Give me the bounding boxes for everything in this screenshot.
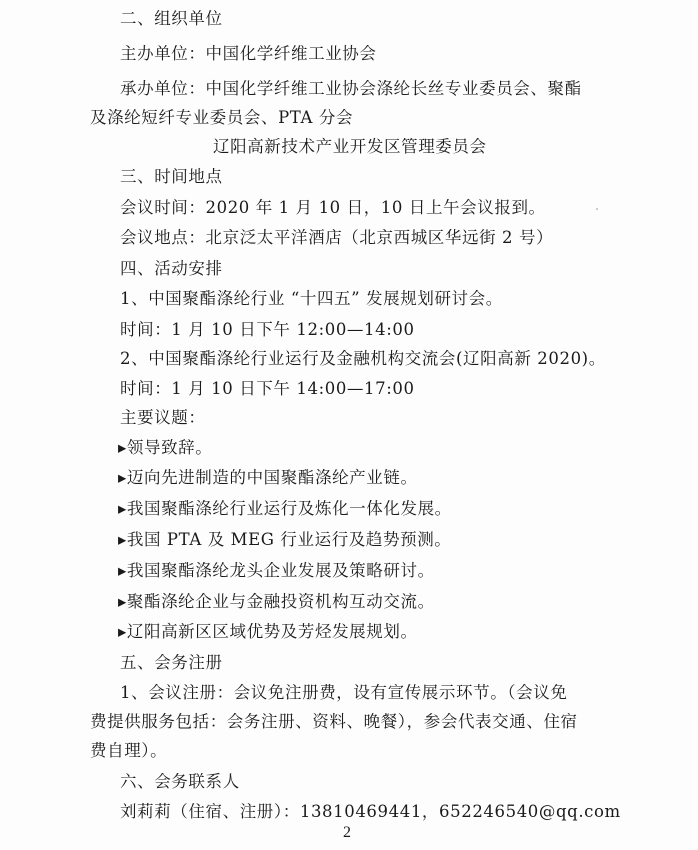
registration-line: 1、会议注册：会议免注册费，设有宣传展示环节。（会议免 <box>120 683 568 702</box>
contact-line: 刘莉莉（住宿、注册）：13810469441，652246540@qq.com <box>120 802 621 821</box>
organizer-unit-line-cont: 及涤纶短纤专业委员会、PTA 分会 <box>90 108 354 127</box>
section-heading-registration: 五、会务注册 <box>120 653 223 672</box>
topic-item: ▸我国 PTA 及 MEG 行业运行及趋势预测。 <box>118 530 452 549</box>
host-unit-line: 主办单位：中国化学纤维工业协会 <box>120 44 377 63</box>
page-number: 2 <box>343 824 351 841</box>
registration-line-end: 费自理）。 <box>90 741 168 760</box>
registration-line-cont: 费提供服务包括：会务注册、资料、晚餐），参会代表交通、住宿 <box>90 712 578 731</box>
organizer-unit-line: 承办单位：中国化学纤维工业协会涤纶长丝专业委员会、聚酯 <box>120 79 582 98</box>
meeting-time-line: 会议时间：2020 年 1 月 10 日，10 日上午会议报到。 <box>120 198 546 217</box>
organizer-unit-line-2: 辽阳高新技术产业开发区管理委员会 <box>213 137 487 156</box>
topic-item: ▸我国聚酯涤纶龙头企业发展及策略研讨。 <box>118 561 435 580</box>
meeting-venue-line: 会议地点：北京泛太平洋酒店（北京西城区华远街 2 号） <box>120 228 554 247</box>
scan-speck <box>596 208 598 210</box>
activity-1-time: 时间：1 月 10 日下午 12:00—14:00 <box>120 320 415 339</box>
topic-item: ▸领导致辞。 <box>118 438 213 457</box>
section-heading-activities: 四、活动安排 <box>120 259 223 278</box>
section-heading-organizers: 二、组织单位 <box>120 9 223 28</box>
topic-item: ▸辽阳高新区区域优势及芳烃发展规划。 <box>118 622 418 641</box>
section-heading-time-place: 三、时间地点 <box>120 167 223 186</box>
activity-1-title: 1、中国聚酯涤纶行业 “十四五” 发展规划研讨会。 <box>120 289 503 308</box>
topic-item: ▸聚酯涤纶企业与金融投资机构互动交流。 <box>118 592 435 611</box>
topic-item: ▸迈向先进制造的中国聚酯涤纶产业链。 <box>118 468 418 487</box>
topics-heading: 主要议题： <box>120 408 206 427</box>
topic-item: ▸我国聚酯涤纶行业运行及炼化一体化发展。 <box>118 499 452 518</box>
activity-2-title: 2、中国聚酯涤纶行业运行及金融机构交流会(辽阳高新 2020)。 <box>120 349 606 368</box>
activity-2-time: 时间：1 月 10 日下午 14:00—17:00 <box>120 379 415 398</box>
section-heading-contacts: 六、会务联系人 <box>120 772 240 791</box>
